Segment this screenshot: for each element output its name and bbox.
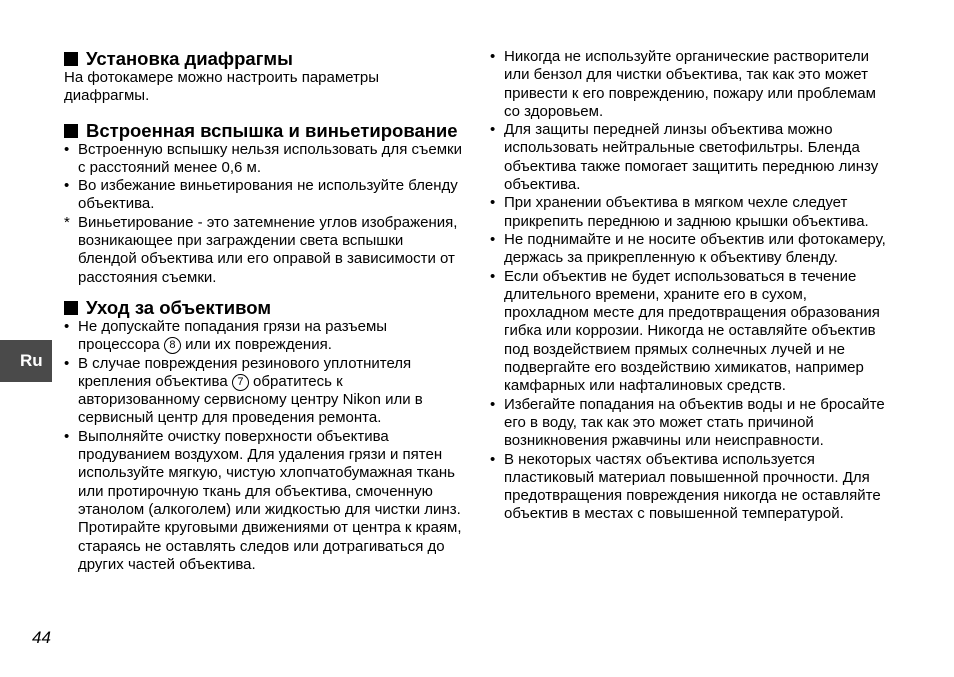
list-item [490,121,888,194]
language-tab: Ru [0,340,52,382]
section-lens-care [64,297,462,574]
section-title-text: Установка диафрагмы [86,48,293,69]
square-bullet-icon [64,301,78,315]
page-number: 44 [32,628,51,647]
list-item [64,141,462,178]
list-item-text: или их повреждения. [185,336,332,354]
bullet-marker: • [490,450,496,468]
bullet-marker: • [64,177,70,195]
bullet-list [64,141,462,287]
list-item [490,396,888,451]
bullet-marker: • [490,194,496,212]
list-item-text: Избегайте попадания на объектив воды и не бросайте его в воду, так как это может стать причиной возникновения ржавчины или неисправности. [504,395,885,450]
list-item [64,177,462,214]
list-item [490,48,888,121]
list-item-text: Виньетирование - это затемнение углов изображения, возникающее при заграждении света вспышки блендой объектива или его оправой в зависимости от расстояния съемки. [78,213,458,286]
bullet-list [64,318,462,574]
list-item-text: Во избежание виньетирования не используйте бленду объектива. [78,177,458,213]
callout-number-icon: 7 [232,374,249,391]
list-item [490,268,888,396]
bullet-marker: * [64,213,70,231]
bullet-marker: • [490,48,496,65]
list-item [490,194,888,231]
list-item [64,355,462,428]
list-item [64,428,462,574]
square-bullet-icon [64,52,78,66]
list-item-text: В некоторых частях объектива используется пластиковый материал повышенной прочности. Для предотвращения повреждения никогда не оставляйте объектив в местах с повышенной температурой. [504,450,881,523]
list-item-text: Не поднимайте и не носите объектив или фотокамеру, держась за прикрепленную к объективу бленду. [504,230,886,267]
bullet-marker: • [490,395,496,413]
list-item-text: Для защиты передней линзы объектива можно использовать нейтральные светофильтры. Бленда объектива также помогает защитить переднюю линзу объектива. [504,121,879,194]
list-item [64,318,462,355]
section-title-text: Уход за объективом [86,296,272,318]
right-column [490,48,888,524]
callout-number-icon: 8 [164,337,181,354]
section-flash-vignetting [64,120,462,287]
list-item-text: Выполняйте очистку поверхности объектива продуванием воздухом. Для удаления грязи и пятен используйте мягкую, чистую хлопчатобумажная ткань или протирочную ткань для объектива, смоченную этанолом (алкоголем) или жидкостью для чистки линз. Протирайте круговыми движениями от центра к краям, стараясь не оставлять следов или дотрагиваться до других частей объектива. [78,427,462,573]
section-title [64,48,462,69]
list-item-text: Никогда не используйте органические растворители или бензол для чистки объектива, так как это может привести к его повреждению, пожару или проблемам со здоровьем. [504,48,876,120]
bullet-marker: • [490,230,496,248]
left-column [64,48,462,574]
section-title [64,120,462,141]
list-item [64,214,462,287]
list-item [490,231,888,268]
bullet-marker: • [490,121,496,139]
bullet-marker: • [490,267,496,285]
section-aperture [64,48,462,106]
list-item-text: Не допускайте попадания грязи на разъемы процессора [78,317,388,354]
bullet-list [490,48,888,524]
bullet-marker: • [64,354,70,372]
section-title-text: Встроенная вспышка и виньетирование [86,119,458,141]
section-title [64,297,462,318]
list-item [490,451,888,524]
list-item-text: обратитесь к авторизованному сервисному центру Nikon или в сервисный центр для проведения ремонта. [78,372,423,427]
section-text: На фотокамере можно настроить параметры диафрагмы. [64,69,380,105]
list-item-text: В случае повреждения резинового уплотнителя крепления объектива [78,354,412,390]
bullet-marker: • [64,427,70,445]
bullet-marker: • [64,140,70,158]
square-bullet-icon [64,124,78,138]
list-item-text: Если объектив не будет использоваться в течение длительного времени, храните его в сухом, прохладном месте для предотвращения образования гибка или коррозии. Никогда не оставляйте объектив под воздействием прямых солнечных лучей и не подвергайте его воздействию химикатов, например камфарных или нафталиновых средств. [504,267,880,395]
list-item-text: При хранении объектива в мягком чехле следует прикрепить переднюю и заднюю крышки объектива. [504,194,869,230]
list-item-text: Встроенную вспышку нельзя использовать для съемки с расстояний менее 0,6 м. [78,140,462,176]
bullet-marker: • [64,317,70,335]
